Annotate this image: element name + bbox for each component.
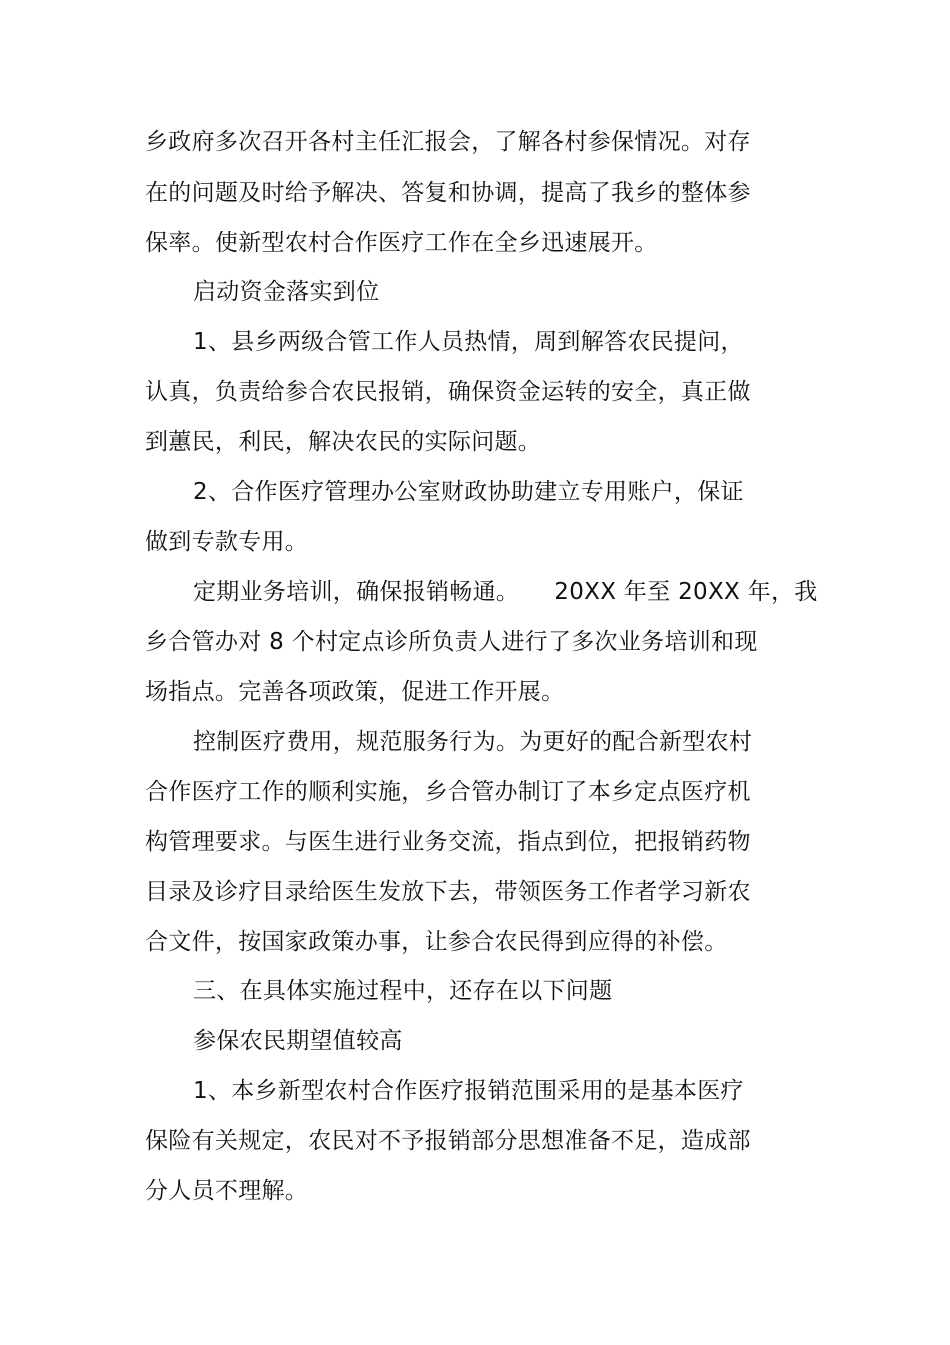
section-heading: 启动资金落实到位 xyxy=(193,279,380,305)
text-line: 保率。使新型农村合作医疗工作在全乡迅速展开。 xyxy=(145,230,658,256)
text-line: 控制医疗费用，规范服务行为。为更好的配合新型农村 xyxy=(193,729,753,755)
text-line: 场指点。完善各项政策，促进工作开展。 xyxy=(145,679,565,705)
text-line: 1、本乡新型农村合作医疗报销范围采用的是基本医疗 xyxy=(193,1078,744,1104)
text-line: 目录及诊疗目录给医生发放下去，带领医务工作者学习新农 xyxy=(145,879,751,905)
text-line: 合作医疗工作的顺利实施，乡合管办制订了本乡定点医疗机 xyxy=(145,779,751,805)
text-line: 做到专款专用。 xyxy=(145,529,309,555)
text-line: 在的问题及时给予解决、答复和协调，提高了我乡的整体参 xyxy=(145,180,751,206)
text-line: 乡政府多次召开各村主任汇报会，了解各村参保情况。对存 xyxy=(145,129,751,155)
text-line: 认真，负责给参合农民报销，确保资金运转的安全，真正做 xyxy=(145,379,751,405)
text-line: 1、县乡两级合管工作人员热情，周到解答农民提问， xyxy=(193,329,744,355)
text-line: 到蕙民，利民，解决农民的实际问题。 xyxy=(145,429,542,455)
text-line: 乡合管办对 8 个村定点诊所负责人进行了多次业务培训和现 xyxy=(145,629,758,655)
text-line: 合文件，按国家政策办事，让参合农民得到应得的补偿。 xyxy=(145,929,728,955)
text-line: 分人员不理解。 xyxy=(145,1178,309,1204)
text-line: 保险有关规定，农民对不予报销部分思想准备不足，造成部 xyxy=(145,1128,751,1154)
section-heading: 参保农民期望值较高 xyxy=(193,1028,403,1054)
text-line: 2、合作医疗管理办公室财政协助建立专用账户，保证 xyxy=(193,479,744,505)
text-line: 构管理要求。与医生进行业务交流，指点到位，把报销药物 xyxy=(145,829,751,855)
section-heading: 三、在具体实施过程中，还存在以下问题 xyxy=(193,978,613,1004)
text-line: 定期业务培训，确保报销畅通。 20XX 年至 20XX 年，我 xyxy=(193,579,818,605)
